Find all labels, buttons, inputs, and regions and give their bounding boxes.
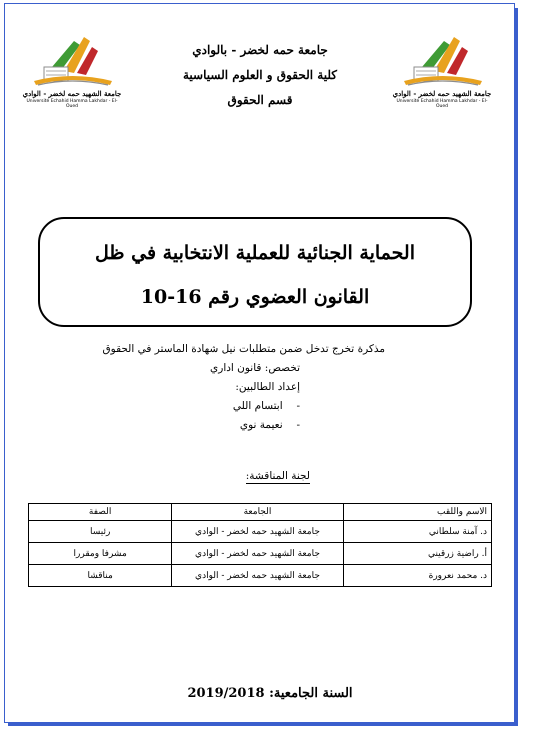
academic-year: السنة الجامعية: 2019/2018 <box>187 686 353 701</box>
table-row <box>29 521 492 543</box>
member-university: جامعة الشهيد حمه لخضر - الوادي <box>172 543 343 565</box>
column-header-university: الجامعة <box>172 504 343 521</box>
list-dash: - <box>296 419 300 431</box>
student-item <box>65 397 385 416</box>
logo-caption-french: Université Echahid Hamma Lakhdar - El-Oued <box>396 99 488 109</box>
thesis-title-box <box>38 217 472 327</box>
column-header-name: الاسم واللقب <box>343 504 491 521</box>
committee-label: لجنة المناقشة: <box>245 470 310 482</box>
university-emblem-icon <box>22 27 122 89</box>
university-emblem-icon <box>392 27 492 89</box>
institution-header <box>140 38 380 113</box>
logo-caption-arabic: جامعة الشهيد حمه لخضر - الوادي <box>22 89 122 98</box>
member-name: د. محمد نعرورة <box>343 565 491 587</box>
table-row <box>29 543 492 565</box>
member-role: رئيسا <box>29 521 172 543</box>
committee-table <box>28 503 492 587</box>
university-name: جامعة حمه لخضر - بالوادي <box>192 43 328 57</box>
student-item <box>65 416 385 435</box>
thesis-specialty: تخصص: قانون اداري <box>210 362 300 374</box>
student-name: ابتسام اللي <box>232 400 283 412</box>
thesis-purpose: مذكرة تخرج تدخل ضمن متطلبات نيل شهادة الماستر في الحقوق <box>102 343 385 355</box>
column-header-role: الصفة <box>29 504 172 521</box>
university-logo-left <box>22 27 122 107</box>
student-name: نعيمة نوي <box>239 419 283 431</box>
table-row <box>29 565 492 587</box>
table-header-row <box>29 504 492 521</box>
thesis-title-line-1: الحماية الجنائية للعملية الانتخابية في ظل <box>95 242 415 264</box>
list-dash: - <box>296 400 300 412</box>
member-role: مناقشا <box>29 565 172 587</box>
member-role: مشرفا ومقررا <box>29 543 172 565</box>
logo-caption-french: Université Echahid Hamma Lakhdar - El-Oued <box>26 99 118 109</box>
department-name: قسم الحقوق <box>227 93 293 107</box>
page-border-shadow <box>8 723 518 726</box>
logo-caption-arabic: جامعة الشهيد حمه لخضر - الوادي <box>392 89 492 98</box>
thesis-info <box>65 340 385 435</box>
member-name: أ. راضية زرقيني <box>343 543 491 565</box>
thesis-title-line-2: القانون العضوي رقم 16-10 <box>140 286 370 308</box>
member-name: د. آمنة سلطاني <box>343 521 491 543</box>
prepared-by-label: إعداد الطالبين: <box>235 381 300 393</box>
faculty-name: كلية الحقوق و العلوم السياسية <box>182 68 338 82</box>
member-university: جامعة الشهيد حمه لخضر - الوادي <box>172 565 343 587</box>
member-university: جامعة الشهيد حمه لخضر - الوادي <box>172 521 343 543</box>
university-logo-right <box>392 27 492 107</box>
